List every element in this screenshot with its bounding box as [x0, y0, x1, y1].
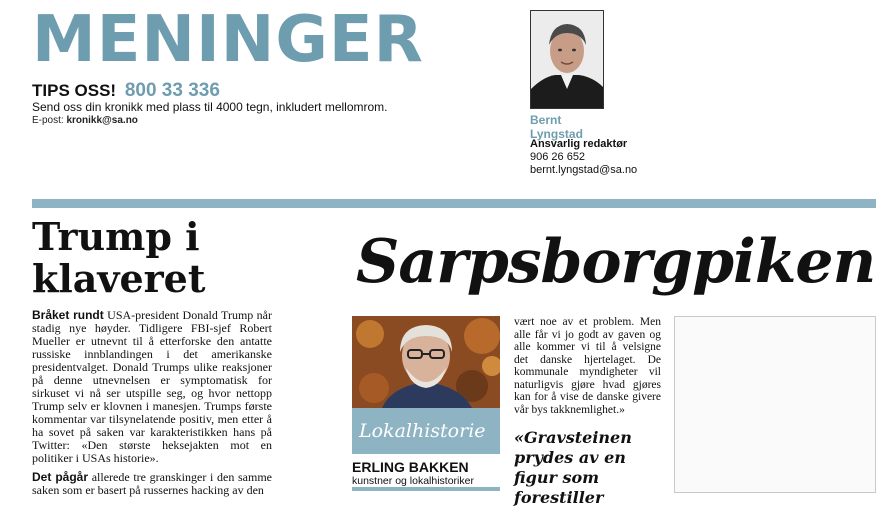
editor-email[interactable]: bernt.lyngstad@sa.no — [530, 164, 638, 176]
author-divider — [352, 487, 500, 491]
paragraph-2 — [32, 471, 272, 497]
editor-first-name: Bernt — [530, 113, 562, 127]
author-portrait-image — [352, 316, 500, 408]
editor-last-name: Lyngstad — [530, 127, 583, 141]
editor-phone: 906 26 652 — [530, 151, 586, 163]
submission-info: Send oss din kronikk med plass til 4000 tegn, inkludert mellomrom. — [32, 100, 388, 114]
left-article-body — [32, 309, 272, 503]
email-line — [32, 115, 138, 126]
article-image-placeholder — [674, 316, 876, 493]
column-label: Lokalhistorie — [352, 408, 500, 454]
left-article-headline — [32, 216, 272, 300]
paragraph-1-text: USA-president Donald Trump når stadig nye høyder. Tidligere FBI-sjef Robert Mueller er utnevnt til å etterforske den antatte russiske innblandingen i det amerikanske presidentvalget. Donald Trumps ulike reaksjoner på denne utnevnelsen er symptomatisk for sirkuset vi nå ser utspille seg, og hvor nettopp Trump selv er klovnen i manesjen. Trumps første kommentar var tilsynelatende positiv, men etter å ha sovet på saken var karakteristikken hans på Twitter: «Den største heksejakten mot en politiker i USAs historie». — [32, 308, 272, 465]
editor-name — [530, 113, 583, 141]
tips-line — [32, 80, 220, 102]
section-masthead: MENINGER — [32, 3, 424, 77]
editor-photo — [530, 10, 604, 109]
email-label: E-post: — [32, 115, 64, 126]
tips-label: TIPS OSS! — [32, 81, 117, 100]
right-article-body: vært noe av et problem. Men alle får vi jo godt av gaven og alle kommer vi til å velsigne det danske hjertelaget. De kommunale myndigheter vil naturligvis gjøre hvad gjøres kan for å vise de danske givere vår bys takknemlighet.» — [514, 316, 661, 416]
author-photo — [352, 316, 500, 408]
editor-portrait-image — [531, 11, 603, 108]
editor-title: Ansvarlig redaktør — [530, 138, 628, 150]
tips-phone: 800 33 336 — [124, 80, 220, 101]
headline-line-1: Trump i — [32, 214, 200, 259]
paragraph-1-lead: Bråket rundt — [32, 308, 104, 322]
author-role: kunstner og lokalhistoriker — [352, 475, 474, 487]
right-article-headline: Sarpsborgpiken — [356, 227, 876, 297]
paragraph-1 — [32, 309, 272, 465]
author-name: ERLING BAKKEN — [352, 459, 469, 475]
paragraph-2-lead: Det pågår — [32, 470, 89, 484]
email-value[interactable]: kronikk@sa.no — [66, 115, 138, 126]
headline-line-2: klaveret — [32, 256, 206, 301]
paragraph-2-text: allerede tre granskinger i den samme saken som er basert på russernes hacking av den — [32, 470, 272, 497]
pull-quote: «Gravsteinen prydes av en figur som forestiller — [514, 428, 632, 507]
section-divider — [32, 199, 876, 208]
